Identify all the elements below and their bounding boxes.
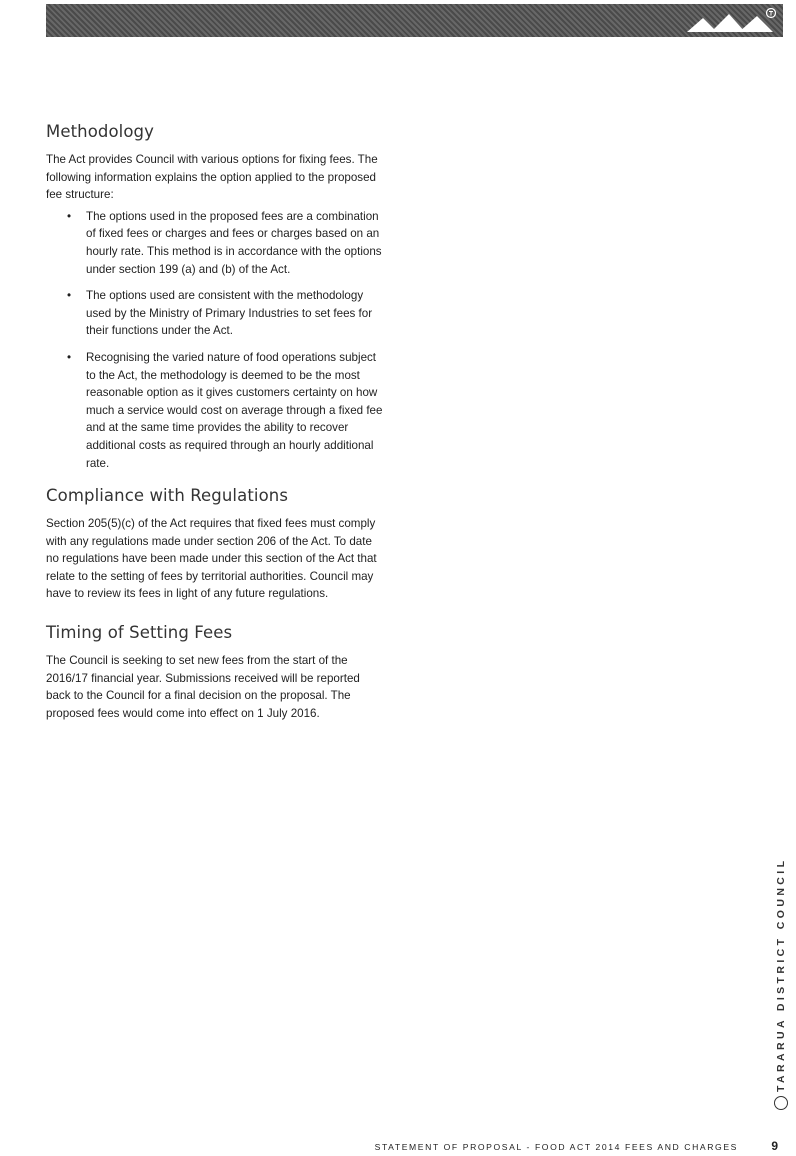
list-item bbox=[67, 208, 386, 278]
heading-compliance: Compliance with Regulations bbox=[46, 486, 289, 506]
methodology-list bbox=[46, 208, 386, 472]
list-item-text: The options used are consistent with the methodology used by the Ministry of Primary Industries to set fees for their functions under the Act. bbox=[86, 289, 373, 338]
list-item-text: The options used in the proposed fees are a combination of fixed fees or charges and fees or charges based on an hourly rate. This method is in accordance with the options under section 199 (a) and (b) of the Act. bbox=[86, 209, 382, 276]
heading-methodology: Methodology bbox=[46, 122, 154, 141]
header-band bbox=[46, 4, 783, 37]
page-number: 9 bbox=[771, 1139, 778, 1153]
section-methodology bbox=[46, 122, 386, 472]
heading-timing: Timing of Setting Fees bbox=[46, 623, 233, 643]
side-brand bbox=[774, 858, 788, 1110]
bullet-icon: • bbox=[67, 289, 72, 303]
section-timing bbox=[46, 623, 386, 722]
list-item bbox=[67, 349, 386, 472]
list-item-text: Recognising the varied nature of food operations subject to the Act, the methodology is deemed to be the most reasonable option as it gives customers certainty on how much a service would cost on average through a fixed fee and at the same time provides the ability to recover additional costs as required through an hourly additional rate. bbox=[86, 350, 383, 470]
council-logo-icon bbox=[774, 1096, 788, 1110]
bullet-icon: • bbox=[67, 209, 72, 223]
timing-body: The Council is seeking to set new fees from the start of the 2016/17 financial year. Submissions received will be reported back to the Council for a final decision on the proposal. The proposed fees would come into effect on 1 July 2016. bbox=[46, 654, 360, 720]
list-item bbox=[67, 287, 386, 340]
compliance-body: Section 205(5)(c) of the Act requires that fixed fees must comply with any regulations made under section 206 of the Act. To date no regulations have been made under this section of the Act that relate to the setting of fees by territorial authorities. Council may have to review its fees in light of any future regulations. bbox=[46, 517, 377, 601]
mountains-logo-icon bbox=[683, 6, 779, 36]
section-compliance bbox=[46, 486, 386, 603]
bullet-icon: • bbox=[67, 350, 72, 364]
footer-title: STATEMENT OF PROPOSAL - FOOD ACT 2014 FEES AND CHARGES bbox=[374, 1142, 738, 1152]
side-brand-text: TARARUA DISTRICT COUNCIL bbox=[774, 857, 787, 1092]
methodology-intro: The Act provides Council with various options for fixing fees. The following information explains the option applied to the proposed fee structure: bbox=[46, 153, 378, 202]
main-content bbox=[46, 122, 386, 722]
